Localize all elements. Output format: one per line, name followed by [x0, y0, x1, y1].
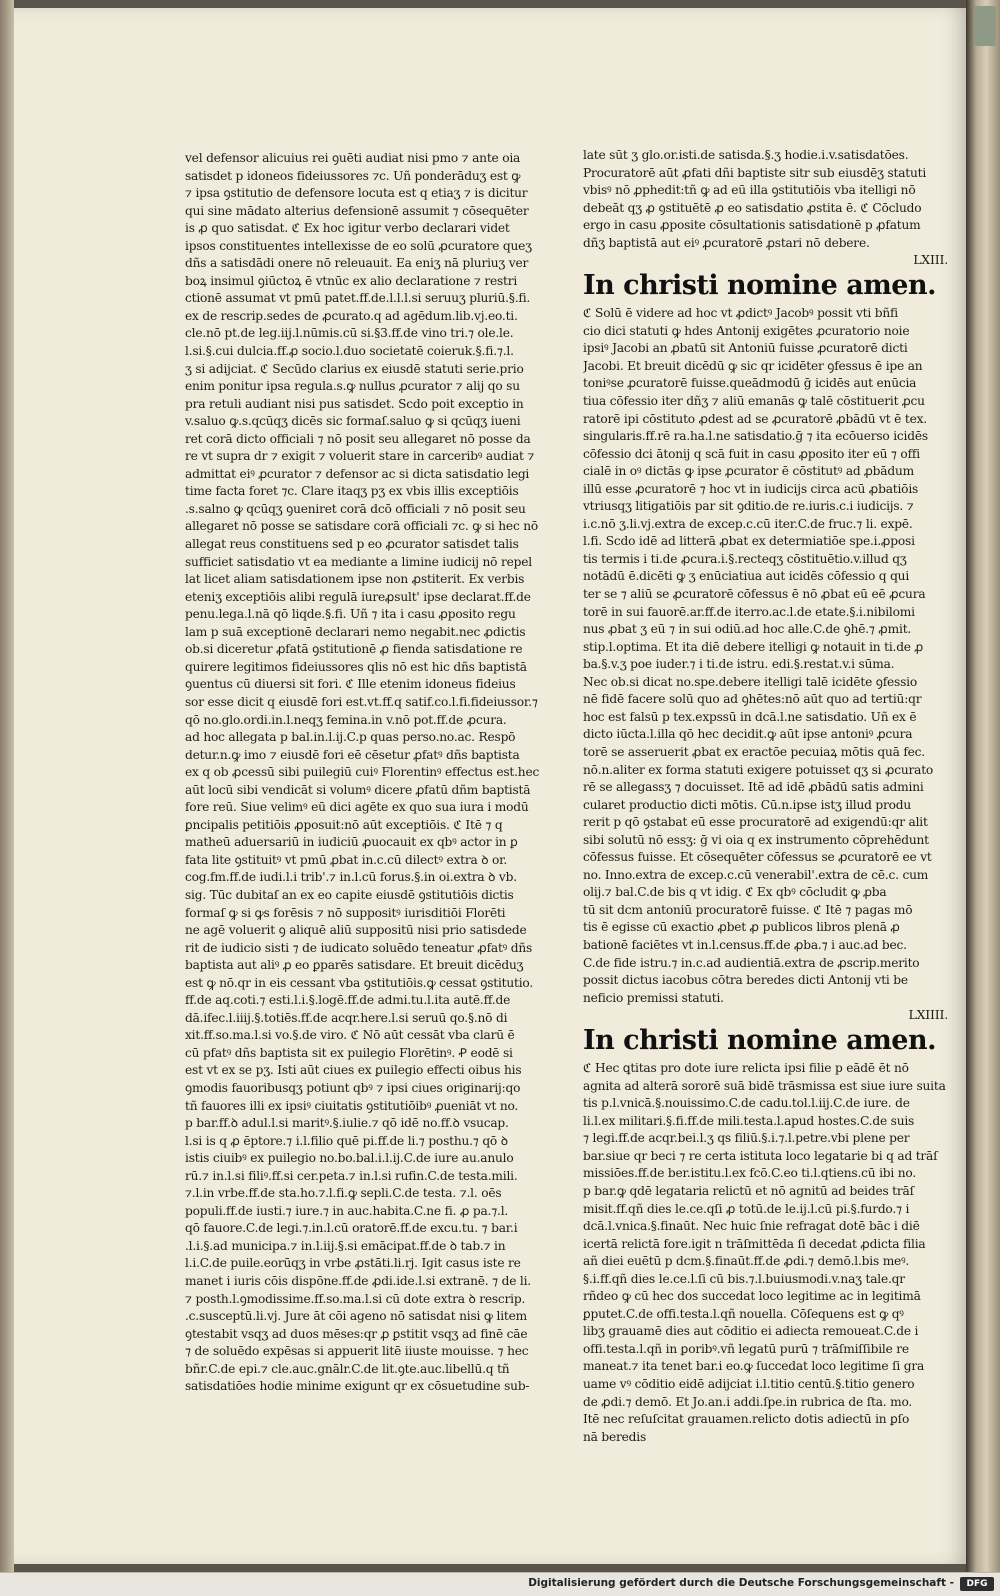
text-line: aūt locū sibi vendicāt si volumꝰ dicere ꝓfatū dñm baptistā: [185, 782, 531, 797]
text-line: agnita ad alterā sororē suā bidē trāsmissa est siue iure suita: [583, 1078, 946, 1093]
consilium-number: LXIIII.: [908, 1007, 948, 1023]
text-line: possit dictus iacobus cōtra beredes dicti Antonij vti be: [583, 973, 908, 988]
text-line: bar.siue qr beci ⁊ re certa istituta loco legatarie bi q ad trāſ: [583, 1148, 938, 1163]
text-line: istis ciuibꝰ ex puilegio no.bo.bal.i.l.ij.C.de iure au.anulo: [185, 1151, 514, 1166]
text-line: late sūt ʒ glo.or.isti.de satisda.§.ʒ hodie.i.v.satisdatōes.: [583, 148, 909, 162]
text-line: .l.i.§.ad municipa.⁊ in.l.iij.§.si emācipat.ff.de ꝺ tab.⁊ in: [185, 1238, 506, 1253]
text-line: tñ fauores illi ex ipsiꝰ ciuitatis ꝯstitutiōibꝰ ꝓueniāt vt no.: [185, 1098, 519, 1113]
text-line: manet i iuris cōis dispōne.ff.de ꝓdi.ide.l.si extranē. ⁊ de li.: [185, 1274, 531, 1288]
text-line: toniꝰse ꝓcuratorē fuisse.queādmodū ḡ icidēs aut enūcia: [583, 376, 917, 391]
text-line: ob.si diceretur ꝓfatā ꝯstitutionē ꝓ fienda satisdatione re: [185, 642, 523, 657]
text-line: torē se asseruerit ꝓbat ex eractōe pecuiaꝝ mōtis quā fec.: [583, 744, 925, 759]
consilium-end-paragraph: [583, 147, 948, 252]
text-line: l.fi. Scdo idē ad litterā ꝓbat ex determiatiōe spe.i.ꝓposi: [583, 534, 915, 549]
text-line: rñdeo ꝙ cū hec dos succedat loco legitime ac in legitimā: [583, 1289, 921, 1304]
text-line: tis p.l.vnicā.§.nouissimo.C.de cadu.tol.l.iij.C.de iure. de: [583, 1096, 910, 1111]
text-line: est ꝙ nō.qr in eis cessant vba ꝯstitutiōis.ꝙ cessat ꝯstitutio.: [185, 975, 534, 990]
text-line: rū.⁊ in.l.si filiꝰ.ff.si cer.peta.⁊ in.l.si rufin.C.de testa.mili.: [185, 1168, 518, 1183]
text-line: ꝯuentus cū diuersi sit fori. ℭ Ille etenim idoneus fideius: [185, 677, 516, 692]
text-line: ⁊ de soluēdo expēsas si appuerit litē iiuste mouisse. ⁊ hec: [185, 1344, 529, 1359]
text-line: tis ē egisse cū exactio ꝓbet ꝓ publicos libros plenā ꝓ: [583, 920, 900, 935]
text-line: qō no.glo.ordi.in.l.neqʒ femina.in v.nō pot.ff.de ꝓcura.: [185, 712, 507, 727]
text-line: ℭ Hec ꝗtitas pro dote iure relicta ipsi filie p eādē ēt nō: [583, 1061, 909, 1076]
text-line: cog.fm.ff.de iudi.l.i trib'.⁊ in.l.cū forus.§.in oi.extra ꝺ vb.: [185, 870, 517, 885]
text-line: dicto iūcta.l.illa qō hec decidit.ꝙ aūt ipse antoniꝰ ꝓcura: [583, 727, 913, 742]
text-line: p bar.ꝙ qdē legataria relictū et nō agnitū ad beides trāſ: [583, 1183, 914, 1198]
text-line: libʒ grauamē dies aut cōditio ei adiecta remoueat.C.de i: [583, 1324, 919, 1339]
text-line: Procuratorē aūt ꝓfati dñi baptiste sitr sub eiusdēʒ statuti: [583, 165, 927, 180]
text-line: uame vꝰ cōditio eidē adijciat i.l.titio centū.§.titio genero: [583, 1377, 915, 1391]
left-text-column: [185, 150, 550, 1396]
text-line: ex de rescrip.sedes de ꝓcurato.q ad agēdum.lib.vj.eo.ti.: [185, 308, 518, 323]
text-line: dñs a satisdādi onere nō releuauit. Ea eniʒ nā pluriuʒ ver: [185, 256, 529, 271]
text-line: ⁊ legi.ff.de acqr.bei.l.ʒ qs filiū.§.i.⁊.l.petre.vbi plene per: [583, 1131, 910, 1146]
text-line: sibi solutū nō essʒ: ḡ vi oia q ex instrumento cōprehēdunt: [583, 832, 929, 847]
text-line: nō.n.aliter ex forma statuti exigere potuisset qʒ si ꝓcurato: [583, 762, 934, 777]
text-line: rerit p qō ꝯstabat eū esse procuratorē ad exigendū:qr alit: [583, 815, 928, 830]
text-line: cularet productio dicti mōtis. Cū.n.ipse istʒ illud produ: [583, 797, 912, 812]
text-line: vel defensor alicuius rei ꝯuēti audiat nisi pmo ⁊ ante oia: [185, 151, 521, 165]
consilium-paragraph: [583, 1060, 948, 1446]
text-line: xit.ff.so.ma.l.si vo.§.de viro. ℭ Nō aūt cessāt vba clarū ē: [185, 1028, 515, 1043]
text-line: ipsiꝰ Jacobi an ꝓbatū sit Antoniū fuisse ꝓcuratorē dicti: [583, 341, 908, 356]
text-line: ex q ob ꝓcessū sibi puilegiū cuiꝰ Florentinꝰ effectus est.hec: [185, 765, 540, 780]
text-line: ꝯmodis fauoribusqʒ potiunt qbꝰ ⁊ ipsi ciues originarij:qo: [185, 1080, 521, 1095]
text-line: lam p suā exceptionē declarari nemo negabit.nec ꝓdictis: [185, 624, 526, 639]
text-line: ctionē assumat vt pmū patet.ff.de.l.l.l.si seruuʒ pluriū.§.fi.: [185, 291, 531, 306]
text-line: l.si.§.cui dulcia.ff.ꝓ socio.l.duo societatē coieruk.§.fi.⁊.l.: [185, 344, 514, 359]
text-line: ipsos constituentes intellexisse de eo solū ꝓcuratore queʒ: [185, 238, 532, 253]
text-line: icertā relictā fore.igit n trāſmittēda ſi decedat ꝓdicta filia: [583, 1236, 926, 1251]
text-line: qui sine mādato alterius defensionē assumit ⁊ cōsequēter: [185, 203, 529, 218]
text-line: est vt ex se pʒ. Isti aūt ciues ex ꝑuilegio effecti oibus his: [185, 1063, 522, 1078]
text-line: ba.§.v.ʒ poe iuder.⁊ i ti.de istru. edi.§.restat.v.i sūma.: [583, 657, 895, 672]
text-line: baptista aut aliꝰ ꝓ eo ꝑparēs satisdare. Et breuit dicēduʒ: [185, 958, 524, 973]
text-line: Nec ob.si dicat no.spe.debere itelligi talē icidēte ꝯfessio: [583, 674, 917, 689]
text-line: cialē in oꝰ dictās ꝙ ipse ꝓcurator ē cōstitutꝰ ad ꝓbādum: [583, 464, 914, 479]
text-line: ⁊ ipsa ꝯstitutio de defensore locuta est q etiaʒ ⁊ is dicitur: [185, 186, 528, 201]
text-line: allegaret nō posse se satisdare corā officiali ⁊c. ꝙ si hec nō: [185, 519, 539, 534]
text-line: sor esse dicit q eiusdē fori est.vt.ff.q satif.co.l.fi.fideiussor.⁊: [185, 694, 538, 709]
text-line: dcā.l.vnica.§.finaūt. Nec huic ſnie refragat dotē bāc i diē: [583, 1219, 920, 1234]
text-line: ⁊ posth.l.ꝯmodissime.ff.so.ma.l.si cū dote extra ꝺ rescrip.: [185, 1291, 526, 1306]
text-line: no. Inno.extra de excep.c.cū venerabil'.extra de cē.c. cum: [583, 867, 929, 882]
text-line: penu.lega.l.nā qō liqde.§.fi. Uñ ⁊ ita i casu ꝓposito regu: [185, 607, 516, 622]
text-line: Jacobi. Et breuit dicēdū ꝙ sic qr icidēter ꝯfessus ē ipe an: [583, 358, 923, 373]
text-line: missiōes.ff.de ber.istitu.l.ex fcō.C.eo ti.l.qtiens.cū ibi no.: [583, 1166, 916, 1181]
text-line: ʒ si adijciat. ℭ Secūdo clarius ex eiusdē statuti serie.prio: [185, 361, 524, 376]
text-line: boꝝ insimul ꝯiūctoꝝ ē vtnūc ex alio declaratione ⁊ restri: [185, 273, 518, 288]
text-line: v.saluo ꝙ.s.qcūqʒ dicēs sic formaſ.saluo ꝙ si qcūqʒ iueni: [185, 414, 521, 429]
text-line: notādū ē.dicēti ꝙ ʒ enūciatiua aut icidēs cōfessio q qui: [583, 569, 910, 584]
text-line: l.si is q ꝓ ēptore.⁊ i.l.filio quē pi.ff.de li.⁊ posthu.⁊ qō ꝺ: [185, 1133, 508, 1148]
footer-bar: [0, 1572, 1000, 1596]
text-line: pra retuli audiant nisi pus satisdet. Scdo poit exceptio in: [185, 396, 524, 411]
text-line: satisdatiōes hodie minime exigunt qr ex cōsuetudine sub-: [185, 1379, 530, 1394]
text-line: ter se ⁊ aliū se ꝓcuratorē cōfessus ē nō ꝓbat eū eē ꝓcura: [583, 587, 926, 602]
dfg-logo: DFG: [960, 1577, 994, 1591]
book-edge-left: [0, 0, 14, 1572]
text-line: ergo in casu ꝓposite cōsultationis satisdationē p ꝓfatum: [583, 218, 921, 233]
text-line: cōfessus fuisse. Et cōsequēter cōfessus se ꝓcuratorē ee vt: [583, 850, 932, 865]
text-line: sufficiet satisdatio vt ea mediante a limine iudicij nō repel: [185, 554, 532, 569]
text-line: rē se allegassʒ ⁊ docuisset. Itē ad idē ꝓbādū satis admini: [583, 780, 924, 795]
text-line: lat licet aliam satisdationem ipse non ꝓstiterit. Ex verbis: [185, 572, 525, 587]
text-line: tiua cōfessio iter dñʒ ⁊ aliū emanās ꝙ talē cōstituerit ꝓcu: [583, 394, 925, 409]
text-line: dñʒ baptistā aut eiꝰ ꝓcuratorē ꝓstari nō debere.: [583, 235, 870, 250]
text-line: hoc est falsū p tex.expssū in dcā.l.ne satisdatio. Uñ ex ē: [583, 709, 917, 724]
text-line: l.i.C.de puile.eorūqʒ in vrbe ꝓstāti.li.rj. Igit casus iste re: [185, 1256, 521, 1271]
text-line: de ꝓdi.⁊ demō. Et Jo.an.i addi.ſpe.in rubrica de ſta. mo.: [583, 1394, 913, 1409]
text-line: admittat eiꝰ ꝓcurator ⁊ defensor ac si dicta satisdatio legi: [185, 466, 530, 481]
text-line: ⁊.l.in vrbe.ff.de sta.ho.⁊.l.fi.ꝙ sepli.C.de testa. ⁊.l. oēs: [185, 1186, 502, 1201]
text-line: C.de fide istru.⁊ in.c.ad audientiā.extra de ꝓscrip.merito: [583, 955, 920, 970]
text-line: .s.salno ꝙ qcūqʒ ꝯueniret corā dcō officiali ⁊ nō posit seu: [185, 501, 526, 516]
text-line: olij.⁊ bal.C.de bis q vt idig. ℭ Ex qbꝰ cōcludit ꝙ ꝓba: [583, 885, 887, 900]
text-line: bñr.C.de epi.⁊ cle.auc.gnālr.C.de lit.ꝯte.auc.libellū.q tñ: [185, 1361, 510, 1376]
text-line: fata lite ꝯstituitꝰ vt pmū ꝓbat in.c.cū dilectꝰ extra ꝺ or.: [185, 852, 508, 867]
right-text-column: [583, 147, 948, 1446]
text-line: sig. Tūc dubitaſ an ex eo capite eiusdē ꝯstitutiōis dictis: [185, 887, 514, 902]
text-line: .c.susceptū.li.vj. Jure āt cōi ageno nō satisdat nisi ꝙ litem: [185, 1309, 527, 1324]
text-line: cū pfatꝰ dñs baptista sit ex puilegio Florētinꝰ. Ꝓ eodē si: [185, 1045, 513, 1060]
text-line: p bar.ff.ꝺ adul.l.si maritꝰ.§.iulie.⁊ qō idē no.ff.ꝺ vsucap.: [185, 1116, 509, 1131]
text-line: ret corā dicto officiali ⁊ nō posit seu allegaret nō posse da: [185, 431, 531, 446]
text-line: ꝑncipalis petitiōis ꝓposuit:nō aūt exceptiōis. ℭ Itē ⁊ q: [185, 817, 503, 832]
book-edge-right: [966, 0, 1000, 1572]
text-line: formaſ ꝙ si ꝙs forēsis ⁊ nō suppositꝰ iurisditiōi Florēti: [185, 905, 506, 920]
text-line: Itē nec reſuſcitat grauamen.relicto dotis adiectū in ꝑſo: [583, 1412, 910, 1427]
funding-credit: Digitalisierung gefördert durch die Deutsche Forschungsgemeinschaft -: [528, 1577, 954, 1589]
text-line: stip.l.optima. Et ita diē debere itelligi ꝙ notauit in ti.de ꝓ: [583, 639, 923, 654]
text-line: cio dici statuti ꝙ hdes Antonij exigētes ꝓcuratorio noie: [583, 323, 910, 338]
text-line: debeāt qʒ ꝓ ꝯstituētē ꝓ eo satisdatio ꝓstita ē. ℭ Cōcludo: [583, 200, 922, 215]
text-line: ad hoc allegata p bal.in.l.ij.C.p quas perso.no.ac. Respō: [185, 730, 516, 745]
bookmark-tab: [974, 6, 996, 46]
text-line: misit.ff.qñ dies le.ce.qſi ꝓ totū.de le.ij.l.cū pi.§.furdo.⁊ i: [583, 1201, 910, 1216]
text-line: ꝑputet.C.de offi.testa.l.qñ nouella. Cōſequens est ꝙ qꝰ: [583, 1306, 904, 1321]
text-line: nā beredis: [583, 1429, 646, 1444]
consilium-paragraph: [583, 305, 948, 1007]
rubric-heading: In christi nomine amen.: [583, 270, 936, 302]
text-line: dā.ifec.l.iiij.§.totiēs.ff.de acqr.here.l.si seruū qo.§.nō di: [185, 1010, 508, 1025]
text-line: cōfessio dci ātonij q scā fuit in casu ꝓposito iter eū ⁊ offi: [583, 446, 920, 461]
text-line: time facta foret ⁊c. Clare itaqʒ pʒ ex vbis illis exceptiōis: [185, 484, 519, 499]
text-line: tis termis i ti.de ꝓcura.i.§.recteqʒ cōstituētio.v.illud qʒ: [583, 551, 907, 566]
text-line: allegat reus constituens sed p eo ꝓcurator satisdet talis: [185, 537, 519, 552]
text-line: vtriusqʒ litigatiōis par sit ꝯditio.de re.iuris.c.i iudicijs. ⁊: [583, 499, 914, 514]
text-line: qō fauore.C.de legi.⁊.in.l.cū oratorē.ff.de excu.tu. ⁊ bar.i: [185, 1221, 518, 1236]
text-line: illū esse ꝓcuratorē ⁊ hoc vt in iudicijs circa acū ꝓbatiōis: [583, 481, 919, 496]
text-line: ℭ Solū ē videre ad hoc vt ꝓdictꝰ Jacobꝰ possit vti bñfi: [583, 306, 899, 321]
text-line: ratorē ipi cōstituto ꝓdest ad se ꝓcuratorē ꝓbādū vt ē tex.: [583, 411, 927, 426]
text-line: singularis.ff.rē ra.ha.l.ne satisdatio.ḡ ⁊ ita ecōuerso icidēs: [583, 429, 928, 444]
text-line: re vt supra dr ⁊ exigit ⁊ voluerit stare in carceribꝰ audiat ⁊: [185, 449, 535, 464]
text-line: matheū aduersariū in iudiciū ꝓuocauit ex qbꝰ actor in ꝑ: [185, 835, 518, 850]
text-line: neficio premissi statuti.: [583, 990, 724, 1005]
text-line: ff.de aq.coti.⁊ esti.l.i.§.logē.ff.de admi.tu.l.ita autē.ff.de: [185, 993, 511, 1008]
text-line: eteniʒ exceptiōis alibi regulā iureꝓsult' ipse declarat.ff.de: [185, 589, 531, 604]
text-line: detur.n.ꝙ imo ⁊ eiusdē fori eē cēsetur ꝓfatꝰ dñs baptista: [185, 747, 520, 762]
text-line: offi.testa.l.qñ in ꝑoribꝰ.vñ legatū purū ⁊ trāſmiſſibile re: [583, 1341, 909, 1356]
text-line: tū sit dcm antoniū procuratorē fuisse. ℭ Itē ⁊ pagas mō: [583, 902, 913, 917]
text-line: maneat.⁊ ita tenet bar.i eo.ꝙ ſuccedat loco legitime ſi gra: [583, 1359, 925, 1374]
text-line: nē fidē facere solū quo ad ꝯhētes:nō aūt quo ad tertiū:qr: [583, 692, 922, 707]
text-line: populi.ff.de iusti.⁊ iure.⁊ in auc.habita.C.ne fi. ꝓ pa.⁊.l.: [185, 1203, 509, 1218]
consilium-number: LXIII.: [913, 252, 948, 268]
text-line: ꝯtestabit vsqʒ ad duos mēses:qr ꝓ ꝑstitit vsqʒ ad finē cāe: [185, 1326, 528, 1341]
text-line: enim ponitur ipsa regula.s.ꝙ nullus ꝓcurator ⁊ alij qo su: [185, 379, 520, 394]
text-line: fore reū. Siue velimꝰ eū dici agēte ex quo sua iura i modū: [185, 800, 529, 815]
text-line: §.i.ff.qñ dies le.ce.l.ſi cū bis.⁊.l.buiusmodi.v.naʒ tale.qr: [583, 1271, 905, 1286]
text-line: li.l.ex militari.§.fi.ff.de mili.testa.l.apud hostes.C.de suis: [583, 1113, 915, 1128]
text-line: satisdet p idoneos fideiussores ⁊c. Uñ ponderāduʒ est ꝙ: [185, 168, 521, 183]
text-line: vbisꝰ nō ꝓphedit:tñ ꝙ ad eū illa ꝯstitutiōis vba itelligi nō: [583, 183, 916, 198]
text-line: nus ꝓbat ʒ eū ⁊ in sui odiū.ad hoc alle.C.de ꝯhē.⁊ ꝓmit.: [583, 622, 912, 637]
text-line: is ꝓ quo satisdat. ℭ Ex hoc igitur verbo declarari videt: [185, 221, 510, 236]
text-line: bationē faciētes vt in.l.census.ff.de ꝓba.⁊ i auc.ad bec.: [583, 937, 907, 952]
text-line: añ diei euētū p dcm.§.finaūt.ff.de ꝓdi.⁊ demō.l.bis meꝰ.: [583, 1254, 910, 1269]
text-line: quirere legitimos fideiussores qlis nō est hic dñs baptistā: [185, 659, 527, 674]
text-line: cle.nō pt.de leg.iij.l.nūmis.cū si.§3.ff.de vino tri.⁊ ole.le.: [185, 326, 514, 341]
rubric-heading: In christi nomine amen.: [583, 1025, 936, 1057]
text-line: ne agē voluerit ꝯ aliquē aliū suppositū nisi prio satisdede: [185, 923, 527, 938]
text-line: torē in sui fauorē.ar.ff.de iterro.ac.l.de etate.§.i.nibilomi: [583, 604, 915, 619]
text-line: rit de iudicio sisti ⁊ de iudicato soluēdo teneatur ꝓfatꝰ dñs: [185, 940, 533, 955]
text-line: i.c.nō ʒ.li.vj.extra de excep.c.cū iter.C.de fruc.⁊ li. expē.: [583, 516, 913, 531]
